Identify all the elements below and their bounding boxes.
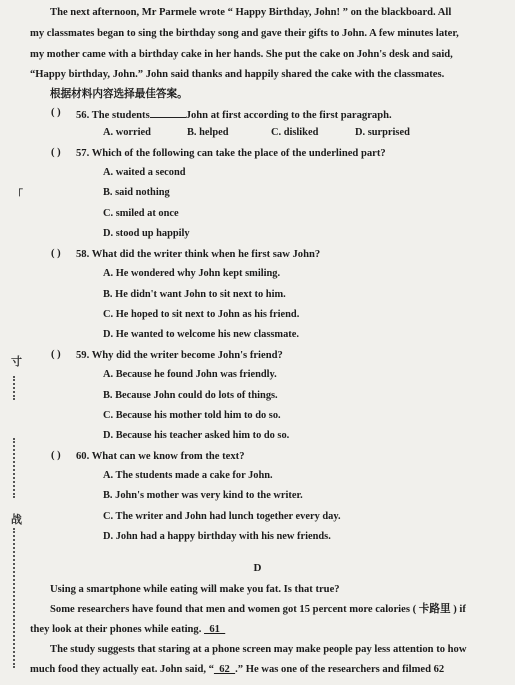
- margin-mark-top: 「: [12, 189, 23, 201]
- option-b: B. John's mother was very kind to the writer.: [103, 490, 303, 501]
- margin-mark-middle: 寸: [11, 356, 22, 368]
- margin-dotted-line: [13, 438, 17, 498]
- section-title: D: [253, 562, 262, 574]
- option-c: C. Because his mother told him to do so.: [103, 410, 281, 421]
- answer-blank[interactable]: [150, 107, 186, 118]
- passage-line: [30, 663, 444, 677]
- passage-text: .” He was one of the researchers and filmed 62: [235, 664, 445, 675]
- option-b: B. He didn't want John to sit next to him.: [103, 289, 286, 300]
- instruction: 根据材料内容选择最佳答案。: [50, 89, 188, 100]
- margin-mark-bottom: 战: [11, 514, 22, 526]
- option-b: B. said nothing: [103, 187, 170, 198]
- option-d: D. John had a happy birthday with his new friends.: [103, 531, 331, 542]
- option-a: A. The students made a cake for John.: [103, 470, 273, 481]
- option-d: D. stood up happily: [103, 228, 190, 239]
- option-a: A. Because he found John was friendly.: [103, 369, 277, 380]
- option-b: B. helped: [187, 127, 229, 138]
- passage-line: my classmates began to sing the birthday song and gave their gifts to John. A few minutes later,: [30, 28, 459, 39]
- option-a: A. waited a second: [103, 167, 186, 178]
- answer-paren[interactable]: ( ): [51, 107, 61, 118]
- option-c: C. disliked: [271, 127, 319, 138]
- question-56: [76, 107, 392, 123]
- answer-paren[interactable]: ( ): [51, 349, 61, 360]
- question-57: 57. Which of the following can take the place of the underlined part?: [76, 148, 386, 159]
- option-c: C. The writer and John had lunch together every day.: [103, 511, 341, 522]
- passage-text: much food they actually eat. John said, “: [30, 664, 214, 675]
- option-c: C. He hoped to sit next to John as his friend.: [103, 309, 300, 320]
- option-a: A. He wondered why John kept smiling.: [103, 268, 281, 279]
- option-d: D. He wanted to welcome his new classmate.: [103, 329, 299, 340]
- passage-line: The study suggests that staring at a phone screen may make people pay less attention to how: [50, 644, 467, 655]
- option-b: B. Because John could do lots of things.: [103, 390, 278, 401]
- option-d: D. Because his teacher asked him to do so.: [103, 430, 290, 441]
- option-a: A. worried: [103, 127, 151, 138]
- answer-paren[interactable]: ( ): [51, 248, 61, 259]
- passage-line: my mother came with a birthday cake in her hands. She put the cake on John's desk and said,: [30, 49, 453, 60]
- option-d: D. surprised: [355, 127, 410, 138]
- margin-dotted-line: [13, 528, 17, 668]
- answer-paren[interactable]: ( ): [51, 450, 61, 461]
- question-59: 59. Why did the writer become John's friend?: [76, 350, 283, 361]
- passage-line: Some researchers have found that men and women got 15 percent more calories ( 卡路里 ) if: [50, 604, 466, 615]
- passage-line: “Happy birthday, John.” John said thanks and happily shared the cake with the classmates.: [30, 69, 445, 80]
- question-58: 58. What did the writer think when he first saw John?: [76, 249, 321, 260]
- passage-line: The next afternoon, Mr Parmele wrote “ Happy Birthday, John! ” on the blackboard. All: [50, 7, 452, 18]
- question-60: 60. What can we know from the text?: [76, 451, 245, 462]
- option-c: C. smiled at once: [103, 208, 179, 219]
- passage-line: [30, 623, 225, 637]
- margin-dotted-line: [13, 376, 17, 400]
- question-stem: John at first according to the first paragraph.: [185, 110, 392, 121]
- answer-paren[interactable]: ( ): [51, 147, 61, 158]
- blank-61[interactable]: 61: [204, 624, 226, 635]
- passage-text: they look at their phones while eating.: [30, 624, 202, 635]
- blank-62[interactable]: 62: [213, 664, 236, 675]
- question-stem: 56. The students: [76, 110, 150, 121]
- passage-line: Using a smartphone while eating will make you fat. Is that true?: [50, 584, 340, 595]
